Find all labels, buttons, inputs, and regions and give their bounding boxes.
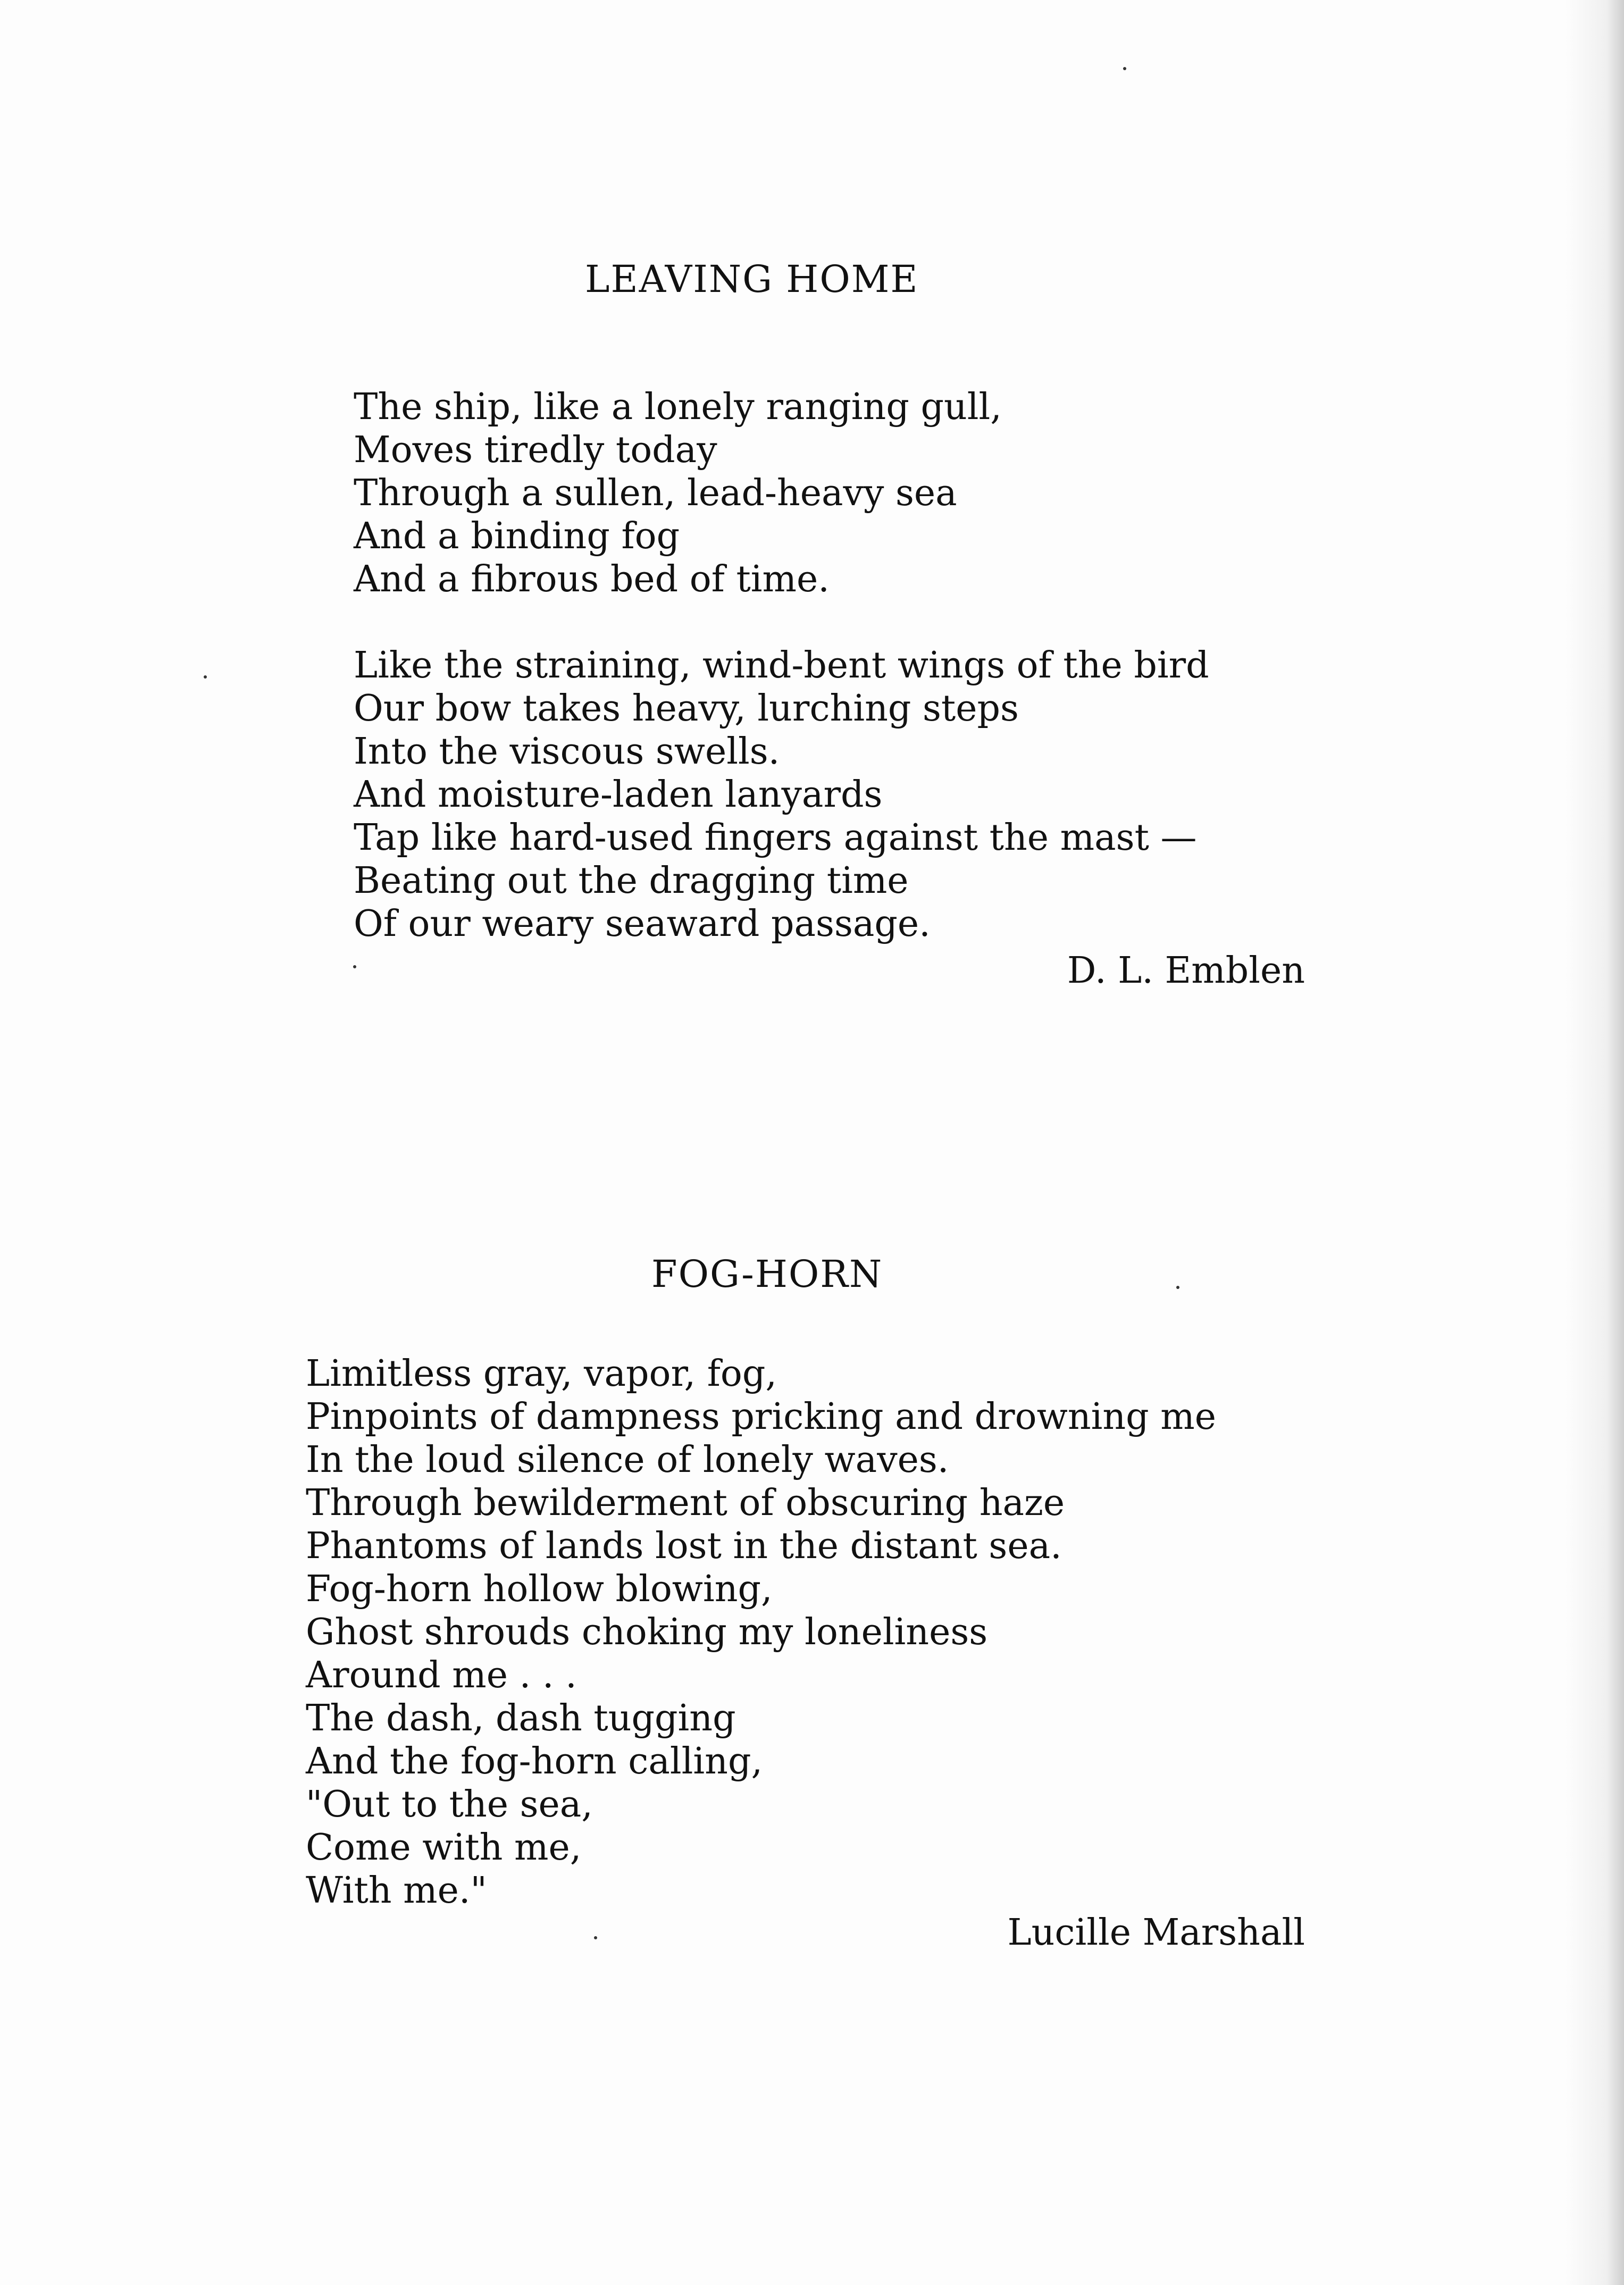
poem-line: Our bow takes heavy, lurching steps [354, 688, 1019, 730]
page-edge-shadow [1566, 0, 1624, 2285]
poem-line: Limitless gray, vapor, fog, [306, 1353, 777, 1395]
scan-speck [204, 675, 207, 679]
poem-title-leaving-home: LEAVING HOME [585, 257, 919, 301]
poem-author-leaving-home: D. L. Emblen [1067, 950, 1305, 992]
poem-line: Ghost shrouds choking my loneliness [306, 1611, 988, 1653]
poem-body-fog-horn [306, 1352, 1216, 1912]
poem-author-fog-horn: Lucille Marshall [1007, 1912, 1305, 1954]
poem-line: Around me . . . [306, 1654, 577, 1696]
poem-line: Through a sullen, lead-heavy sea [354, 472, 957, 514]
poem-line: Fog-horn hollow blowing, [306, 1568, 773, 1610]
poem-line: In the loud silence of lonely waves. [306, 1439, 949, 1481]
poem-body-leaving-home [354, 386, 1209, 945]
poem-title-fog-horn: FOG-HORN [651, 1252, 883, 1296]
poem-line: The dash, dash tugging [306, 1697, 736, 1739]
poem-line: The ship, like a lonely ranging gull, [354, 386, 1002, 428]
scan-speck [353, 965, 356, 968]
poem-line: Moves tiredly today [354, 429, 717, 471]
poem-line: And a fibrous bed of time. [354, 558, 830, 600]
scan-speck [1123, 67, 1126, 70]
poem-line: Phantoms of lands lost in the distant sea. [306, 1525, 1062, 1567]
poem-line: And a binding fog [354, 515, 680, 557]
poem-line: Come with me, [306, 1827, 582, 1869]
poem-line: Tap like hard-used fingers against the mast — [354, 817, 1197, 859]
poem-line: Like the straining, wind-bent wings of the bird [354, 645, 1209, 687]
scan-speck [1176, 1286, 1179, 1289]
poem-line: Pinpoints of dampness pricking and drowning me [306, 1396, 1217, 1438]
poem-line: "Out to the sea, [306, 1784, 593, 1826]
scan-speck [594, 1936, 597, 1939]
stanza [354, 644, 1209, 945]
stanza [306, 1352, 1216, 1912]
poem-line: Of our weary seaward passage. [354, 903, 931, 945]
poem-line: And moisture-laden lanyards [354, 774, 883, 816]
poem-line: Into the viscous swells. [354, 731, 780, 773]
poem-line: With me." [306, 1870, 487, 1912]
poem-line: Through bewilderment of obscuring haze [306, 1482, 1065, 1524]
stanza [354, 386, 1209, 601]
poem-line: And the fog-horn calling, [306, 1740, 763, 1782]
poem-line: Beating out the dragging time [354, 860, 909, 902]
